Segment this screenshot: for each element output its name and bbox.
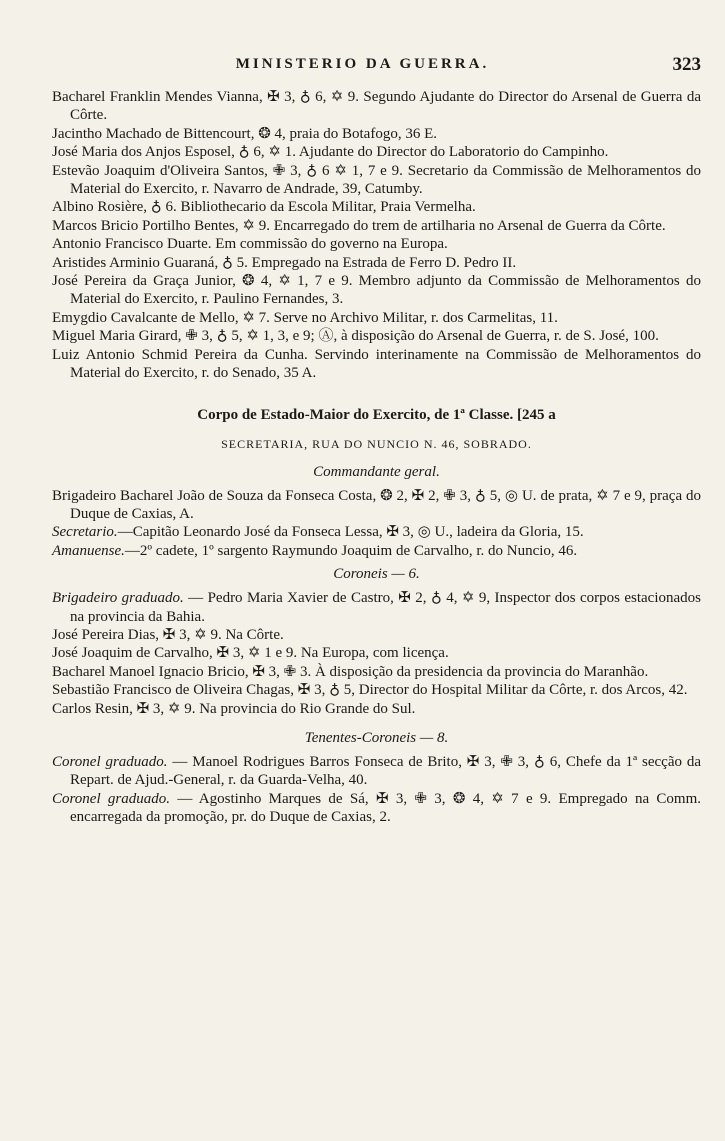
commandante-heading: Commandante geral.	[313, 463, 440, 480]
list-item: Aristides Arminio Guaraná, ♁ 5. Empregado na Estrada de Ferro D. Pedro II.	[52, 254, 517, 271]
coroneis-heading: Coroneis — 6.	[333, 566, 420, 583]
list-item: José Joaquim de Carvalho, ✠ 3, ✡ 1 e 9. Na Europa, com licença.	[52, 645, 449, 662]
tenentes-heading: Tenentes-Coroneis — 8.	[304, 729, 449, 746]
running-head: MINISTERIO DA GUERRA.	[235, 56, 490, 72]
amanuense-text: —2º cadete, 1º sargento Raymundo Joaquim de Carvalho, r. do Nuncio, 46.	[124, 542, 578, 559]
list-item: Marcos Bricio Portilho Bentes, ✡ 9. Encarregado do trem de artilharia no Arsenal de Guerra da Côrte.	[52, 217, 666, 234]
list-item: Albino Rosière, ♁ 6. Bibliothecario da Escola Militar, Praia Vermelha.	[52, 199, 476, 216]
page-number: 323	[672, 54, 701, 75]
secretary-entry	[52, 523, 701, 541]
list-item: Antonio Francisco Duarte. Em commissão do governo na Europa.	[52, 236, 448, 253]
list-item: Luiz Antonio Schmid Pereira da Cunha. Servindo interinamente na Commissão de Melhoramentos do Material do Exercito, r. do Senado, 35 A.	[52, 346, 701, 382]
brigadeiro-role: Brigadeiro graduado.	[52, 590, 184, 607]
amanuense-entry	[52, 542, 701, 560]
list-item: Bacharel Manoel Ignacio Bricio, ✠ 3, ✙ 3. À disposição da presidencia da provincia do Maranhão.	[52, 663, 649, 680]
tenente-role-1: Coronel graduado.	[52, 753, 168, 770]
list-item: Jacintho Machado de Bittencourt, ❂ 4, praia do Botafogo, 36 E.	[52, 125, 437, 142]
brigadeiro-entry	[52, 589, 701, 626]
tenente-role-2: Coronel graduado.	[52, 790, 171, 807]
list-item: Emygdio Cavalcante de Mello, ✡ 7. Serve no Archivo Militar, r. dos Carmelitas, 11.	[52, 309, 558, 326]
tenente-entry-1	[52, 753, 701, 790]
list-item: José Pereira Dias, ✠ 3, ✡ 9. Na Côrte.	[52, 626, 284, 643]
list-item: Carlos Resin, ✠ 3, ✡ 9. Na provincia do Rio Grande do Sul.	[52, 700, 416, 717]
list-item: Brigadeiro Bacharel João de Souza da Fonseca Costa, ❂ 2, ✠ 2, ✙ 3, ♁ 5, ◎ U. de prata, ✡ 7 e 9, praça do Duque de Caxias, A.	[52, 487, 701, 522]
list-item: Miguel Maria Girard, ✙ 3, ♁ 5, ✡ 1, 3, e 9; Ⓐ, à disposição do Arsenal de Guerra, r. de S. José, 100.	[52, 328, 659, 345]
secretary-text: —Capitão Leonardo José da Fonseca Lessa, ✠ 3, ◎ U., ladeira da Gloria, 15.	[117, 524, 584, 541]
secretary-role: Secretario.	[52, 524, 118, 541]
tenente-text-1: — Manoel Rodrigues Barros Fonseca de Brito, ✠ 3, ✙ 3, ♁ 6, Chefe da 1ª secção da Repart. de Ajud.-General, r. da Guarda-Velha, 40.	[70, 753, 701, 789]
tenente-entry-2	[52, 790, 701, 827]
list-item: Sebastião Francisco de Oliveira Chagas, ✠ 3, ♁ 5, Director do Hospital Militar da Côrte, r. dos Arcos, 42.	[52, 682, 688, 699]
list-item: Bacharel Franklin Mendes Vianna, ✠ 3, ♁ 6, ✡ 9. Segundo Ajudante do Director do Arsenal de Guerra da Côrte.	[52, 89, 701, 124]
section-title: Corpo de Estado-Maior do Exercito, de 1ª Classe. [245 a	[197, 406, 556, 423]
brigadeiro-text: — Pedro Maria Xavier de Castro, ✠ 2, ♁ 4, ✡ 9, Inspector dos corpos estacionados na provincia da Bahia.	[70, 590, 701, 625]
entries-top	[52, 88, 701, 383]
list-item: Estevão Joaquim d'Oliveira Santos, ✙ 3, ♁ 6 ✡ 1, 7 e 9. Secretario da Commissão de Melhoramentos do Material do Exercito, r. Navarro de Andrade, 39, Catumby.	[52, 162, 701, 198]
list-item: José Pereira da Graça Junior, ❂ 4, ✡ 1, 7 e 9. Membro adjunto da Commissão de Melhoramentos do Material do Exercito, r. Paulino Fernandes, 3.	[52, 273, 701, 308]
tenente-text-2: — Agostinho Marques de Sá, ✠ 3, ✙ 3, ❂ 4, ✡ 7 e 9. Empregado na Comm. encarregada da promoção, pr. do Duque de Caxias, 2.	[70, 790, 702, 826]
amanuense-role: Amanuense.	[52, 542, 125, 559]
section-subtitle: SECRETARIA, RUA DO NUNCIO N. 46, SOBRADO.	[221, 436, 532, 451]
list-item: José Maria dos Anjos Esposel, ♁ 6, ✡ 1. Ajudante do Director do Laboratorio do Campinho.	[52, 144, 609, 161]
